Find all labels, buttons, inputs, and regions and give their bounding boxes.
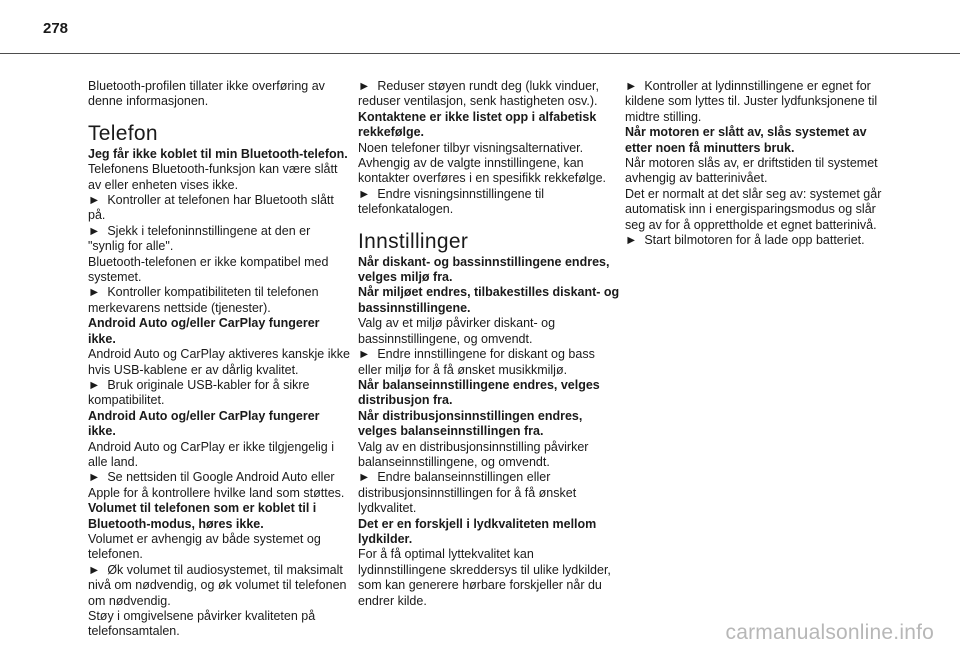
body-text: Bluetooth-profilen tillater ikke overføring av denne informasjonen.: [88, 79, 325, 109]
body-text: Android Auto og CarPlay aktiveres kanskje ikke hvis USB-kablene er av dårlig kvalitet.: [88, 347, 350, 377]
action-item: ► Bruk originale USB-kabler for å sikre kompatibilitet.: [88, 378, 350, 409]
body-text: Støy i omgivelsene påvirker kvaliteten på telefonsamtalen.: [88, 609, 316, 639]
action-item: ► Kontroller at lydinnstillingene er egnet for kildene som lyttes til. Juster lydfunksjonene til midtre stilling.: [625, 79, 887, 125]
section-heading: Telefon: [88, 121, 158, 145]
body-text: Det er normalt at det slår seg av: systemet går automatisk inn i energisparingsmodus og slår seg av for å opprettholde et egnet batterinivå.: [625, 186, 882, 232]
question-text: Kontaktene er ikke listet opp i alfabetisk rekkefølge.: [358, 109, 597, 140]
action-item: ► Start bilmotoren for å lade opp batteriet.: [625, 233, 887, 248]
question-text: Når diskant- og bassinnstillingene endres, velges miljø fra.: [358, 254, 610, 285]
question-text: Det er en forskjell i lydkvaliteten mellom lydkilder.: [358, 516, 597, 546]
action-item: ► Reduser støyen rundt deg (lukk vinduer, reduser ventilasjon, senk hastigheten osv.).: [358, 79, 620, 110]
action-item: ► Sjekk i telefoninnstillingene at den er "synlig for alle".: [88, 224, 350, 255]
body-text: Bluetooth-telefonen er ikke kompatibel med systemet.: [88, 254, 329, 285]
question-text: Når distribusjonsinnstillingen endres, velges balanseinnstillingen fra.: [358, 408, 583, 439]
action-item: ► Endre visningsinnstillingene til telefonkatalogen.: [358, 187, 620, 218]
action-item: ► Se nettsiden til Google Android Auto eller Apple for å kontrollere hvilke land som støttes.: [88, 470, 350, 501]
question-text: Når motoren er slått av, slås systemet av etter noen få minutters bruk.: [625, 125, 867, 155]
page-number: 278: [43, 20, 69, 37]
question-text: Når miljøet endres, tilbakestilles diskant- og bassinnstillingene.: [358, 285, 620, 315]
body-text: Valg av et miljø påvirker diskant- og bassinnstillingene, og omvendt.: [358, 316, 556, 346]
question-text: Volumet til telefonen som er koblet til i Bluetooth-modus, høres ikke.: [88, 501, 317, 531]
column-3: [625, 79, 887, 248]
spacer: [88, 110, 350, 121]
question-text: Når balanseinnstillingene endres, velges distribusjon fra.: [358, 377, 600, 408]
column-1: [88, 79, 350, 640]
body-text: Android Auto og CarPlay er ikke tilgjengelig i alle land.: [88, 439, 334, 469]
body-text: Valg av en distribusjonsinnstilling påvirker balanseinnstillingene, og omvendt.: [358, 439, 589, 469]
action-item: ► Kontroller kompatibiliteten til telefonen merkevarens nettside (tjenester).: [88, 285, 350, 316]
body-text: Volumet er avhengig av både systemet og telefonen.: [88, 531, 321, 562]
watermark: carmanualsonline.info: [725, 621, 934, 644]
action-item: ► Endre balanseinnstillingen eller distribusjonsinnstillingen for å få ønsket lydkvalitet.: [358, 470, 620, 516]
question-text: Android Auto og/eller CarPlay fungerer ikke.: [88, 408, 320, 439]
header-rule: [0, 53, 960, 54]
question-text: Android Auto og/eller CarPlay fungerer ikke.: [88, 316, 320, 346]
action-item: ► Kontroller at telefonen har Bluetooth slått på.: [88, 193, 350, 224]
body-text: Noen telefoner tilbyr visningsalternativer. Avhengig av de valgte innstillingene, kan kontakter overføres i en spesifikk rekkefølge.: [358, 140, 607, 186]
body-text: Telefonens Bluetooth-funksjon kan være slått av eller enheten vises ikke.: [88, 162, 338, 192]
action-item: ► Endre innstillingene for diskant og bass eller miljø for å få ønsket musikkmiljø.: [358, 347, 620, 378]
section-heading: Innstillinger: [358, 229, 469, 253]
question-text: Jeg får ikke koblet til min Bluetooth-telefon.: [88, 146, 348, 161]
spacer: [358, 218, 620, 229]
column-2: [358, 79, 620, 609]
body-text: For å få optimal lyttekvalitet kan lydinnstillingene skreddersys til ulike lydkilder, som kan generere hørbare forskjeller når du endrer kilde.: [358, 547, 611, 608]
body-text: Når motoren slås av, er driftstiden til systemet avhengig av batterinivået.: [625, 156, 878, 186]
action-item: ► Øk volumet til audiosystemet, til maksimalt nivå om nødvendig, og øk volumet til telefonen om nødvendig.: [88, 563, 350, 609]
